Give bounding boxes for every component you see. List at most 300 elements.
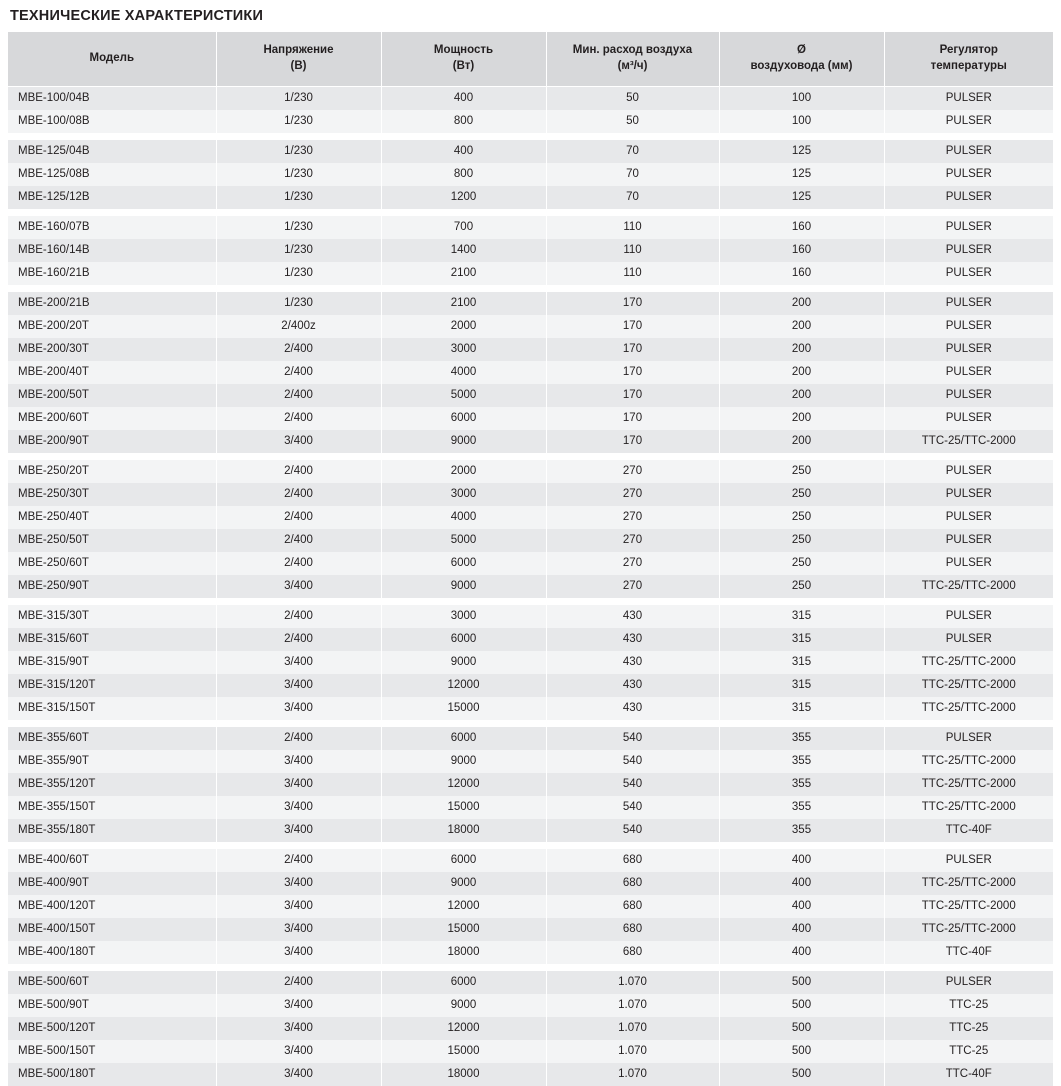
- cell-duct-diameter: 200: [719, 315, 884, 338]
- cell-duct-diameter: 250: [719, 529, 884, 552]
- cell-voltage: 3/400: [216, 697, 381, 720]
- cell-temperature-regulator: PULSER: [884, 186, 1053, 209]
- table-group-separator-cell: [8, 598, 216, 605]
- cell-duct-diameter: 200: [719, 361, 884, 384]
- cell-temperature-regulator: PULSER: [884, 605, 1053, 628]
- table-row: [8, 819, 1053, 842]
- cell-model: MBE-100/08B: [8, 110, 216, 133]
- table-row: [8, 430, 1053, 453]
- table-row: [8, 628, 1053, 651]
- table-row: [8, 697, 1053, 720]
- cell-voltage: 3/400: [216, 430, 381, 453]
- cell-power: 1200: [381, 186, 546, 209]
- table-group-separator-cell: [381, 133, 546, 140]
- cell-power: 15000: [381, 918, 546, 941]
- cell-temperature-regulator: PULSER: [884, 110, 1053, 133]
- table-row: [8, 186, 1053, 209]
- cell-model: MBE-355/180T: [8, 819, 216, 842]
- table-row: [8, 1040, 1053, 1063]
- cell-airflow: 1.070: [546, 994, 719, 1017]
- cell-airflow: 170: [546, 315, 719, 338]
- table-group-separator-cell: [719, 720, 884, 727]
- column-header-airflow-line1: Мин. расход воздуха: [573, 44, 692, 56]
- table-row: [8, 605, 1053, 628]
- cell-model: MBE-500/150T: [8, 1040, 216, 1063]
- cell-model: MBE-200/20T: [8, 315, 216, 338]
- cell-voltage: 3/400: [216, 895, 381, 918]
- cell-duct-diameter: 500: [719, 1063, 884, 1086]
- cell-airflow: 170: [546, 292, 719, 315]
- cell-voltage: 2/400: [216, 338, 381, 361]
- cell-duct-diameter: 400: [719, 872, 884, 895]
- table-group-separator-cell: [884, 453, 1053, 460]
- cell-voltage: 1/230: [216, 163, 381, 186]
- cell-duct-diameter: 315: [719, 628, 884, 651]
- table-group-separator-cell: [884, 209, 1053, 216]
- cell-voltage: 3/400: [216, 819, 381, 842]
- cell-airflow: 110: [546, 262, 719, 285]
- cell-model: MBE-400/180T: [8, 941, 216, 964]
- cell-power: 5000: [381, 384, 546, 407]
- cell-airflow: 270: [546, 483, 719, 506]
- cell-temperature-regulator: TTC-25/TTC-2000: [884, 872, 1053, 895]
- cell-airflow: 70: [546, 163, 719, 186]
- table-body: [8, 87, 1053, 1086]
- cell-airflow: 110: [546, 216, 719, 239]
- cell-voltage: 3/400: [216, 1063, 381, 1086]
- table-row: [8, 918, 1053, 941]
- table-row: [8, 460, 1053, 483]
- cell-airflow: 680: [546, 895, 719, 918]
- cell-power: 15000: [381, 1040, 546, 1063]
- cell-voltage: 2/400: [216, 628, 381, 651]
- cell-voltage: 3/400: [216, 1040, 381, 1063]
- cell-voltage: 3/400: [216, 941, 381, 964]
- cell-duct-diameter: 400: [719, 918, 884, 941]
- column-header-model-line1: Модель: [89, 52, 134, 64]
- cell-voltage: 3/400: [216, 575, 381, 598]
- column-header-temperature-regulator-line2: температуры: [889, 59, 1050, 75]
- cell-voltage: 2/400: [216, 407, 381, 430]
- cell-temperature-regulator: PULSER: [884, 361, 1053, 384]
- table-group-separator-cell: [381, 453, 546, 460]
- cell-duct-diameter: 355: [719, 727, 884, 750]
- cell-power: 2000: [381, 315, 546, 338]
- table-row: [8, 140, 1053, 163]
- cell-temperature-regulator: PULSER: [884, 628, 1053, 651]
- cell-power: 3000: [381, 338, 546, 361]
- table-group-separator-cell: [8, 842, 216, 849]
- table-row: [8, 895, 1053, 918]
- cell-voltage: 1/230: [216, 110, 381, 133]
- table-group-separator-cell: [381, 720, 546, 727]
- cell-duct-diameter: 500: [719, 1040, 884, 1063]
- cell-voltage: 1/230: [216, 140, 381, 163]
- table-row: [8, 796, 1053, 819]
- table-group-separator-cell: [8, 285, 216, 292]
- cell-temperature-regulator: PULSER: [884, 460, 1053, 483]
- cell-duct-diameter: 125: [719, 163, 884, 186]
- cell-model: MBE-500/120T: [8, 1017, 216, 1040]
- cell-airflow: 170: [546, 338, 719, 361]
- table-group-separator-cell: [546, 453, 719, 460]
- cell-voltage: 3/400: [216, 773, 381, 796]
- cell-model: MBE-250/90T: [8, 575, 216, 598]
- table-group-separator-cell: [884, 285, 1053, 292]
- cell-power: 400: [381, 87, 546, 111]
- cell-duct-diameter: 355: [719, 750, 884, 773]
- cell-temperature-regulator: TTC-25/TTC-2000: [884, 697, 1053, 720]
- cell-model: MBE-200/90T: [8, 430, 216, 453]
- cell-power: 9000: [381, 651, 546, 674]
- cell-duct-diameter: 160: [719, 239, 884, 262]
- table-group-separator: [8, 209, 1053, 216]
- table-group-separator-cell: [719, 133, 884, 140]
- cell-voltage: 2/400: [216, 727, 381, 750]
- cell-duct-diameter: 125: [719, 140, 884, 163]
- cell-model: MBE-315/150T: [8, 697, 216, 720]
- table-group-separator: [8, 285, 1053, 292]
- cell-duct-diameter: 250: [719, 506, 884, 529]
- cell-airflow: 270: [546, 460, 719, 483]
- cell-airflow: 430: [546, 605, 719, 628]
- cell-duct-diameter: 315: [719, 674, 884, 697]
- cell-airflow: 50: [546, 87, 719, 111]
- cell-power: 9000: [381, 750, 546, 773]
- table-group-separator-cell: [884, 842, 1053, 849]
- table-header: [8, 32, 1053, 87]
- cell-power: 12000: [381, 773, 546, 796]
- cell-airflow: 70: [546, 186, 719, 209]
- cell-temperature-regulator: PULSER: [884, 727, 1053, 750]
- table-row: [8, 361, 1053, 384]
- column-header-power-line2: (Вт): [386, 59, 542, 75]
- table-group-separator-cell: [216, 453, 381, 460]
- cell-temperature-regulator: TTC-25/TTC-2000: [884, 651, 1053, 674]
- column-header-airflow-line2: (м³/ч): [551, 59, 715, 75]
- cell-model: MBE-250/40T: [8, 506, 216, 529]
- cell-airflow: 1.070: [546, 971, 719, 994]
- cell-voltage: 1/230: [216, 216, 381, 239]
- cell-power: 6000: [381, 552, 546, 575]
- cell-power: 400: [381, 140, 546, 163]
- cell-temperature-regulator: PULSER: [884, 140, 1053, 163]
- table-row: [8, 292, 1053, 315]
- table-row: [8, 483, 1053, 506]
- cell-temperature-regulator: TTC-25/TTC-2000: [884, 430, 1053, 453]
- cell-temperature-regulator: TTC-25: [884, 1040, 1053, 1063]
- table-group-separator-cell: [381, 598, 546, 605]
- cell-temperature-regulator: PULSER: [884, 971, 1053, 994]
- cell-temperature-regulator: PULSER: [884, 216, 1053, 239]
- cell-power: 800: [381, 163, 546, 186]
- cell-airflow: 110: [546, 239, 719, 262]
- cell-voltage: 2/400: [216, 483, 381, 506]
- table-group-separator-cell: [216, 285, 381, 292]
- table-row: [8, 87, 1053, 111]
- cell-power: 1400: [381, 239, 546, 262]
- cell-temperature-regulator: PULSER: [884, 163, 1053, 186]
- cell-voltage: 2/400: [216, 605, 381, 628]
- cell-model: MBE-160/07B: [8, 216, 216, 239]
- column-header-duct-diameter-line2: воздуховода (мм): [724, 59, 880, 75]
- cell-model: MBE-160/14B: [8, 239, 216, 262]
- cell-model: MBE-200/50T: [8, 384, 216, 407]
- cell-power: 12000: [381, 1017, 546, 1040]
- cell-airflow: 1.070: [546, 1063, 719, 1086]
- cell-temperature-regulator: TTC-25/TTC-2000: [884, 918, 1053, 941]
- cell-airflow: 70: [546, 140, 719, 163]
- table-group-separator-cell: [546, 209, 719, 216]
- cell-model: MBE-200/30T: [8, 338, 216, 361]
- cell-model: MBE-400/90T: [8, 872, 216, 895]
- table-row: [8, 552, 1053, 575]
- table-row: [8, 338, 1053, 361]
- cell-temperature-regulator: TTC-25/TTC-2000: [884, 750, 1053, 773]
- cell-temperature-regulator: PULSER: [884, 315, 1053, 338]
- table-group-separator: [8, 964, 1053, 971]
- cell-duct-diameter: 315: [719, 697, 884, 720]
- cell-airflow: 270: [546, 529, 719, 552]
- cell-voltage: 2/400: [216, 384, 381, 407]
- cell-power: 2100: [381, 262, 546, 285]
- cell-model: MBE-250/30T: [8, 483, 216, 506]
- cell-voltage: 2/400: [216, 849, 381, 872]
- cell-model: MBE-400/60T: [8, 849, 216, 872]
- table-row: [8, 262, 1053, 285]
- table-row: [8, 529, 1053, 552]
- cell-duct-diameter: 200: [719, 292, 884, 315]
- cell-voltage: 3/400: [216, 796, 381, 819]
- cell-model: MBE-355/90T: [8, 750, 216, 773]
- cell-model: MBE-200/21B: [8, 292, 216, 315]
- cell-power: 18000: [381, 1063, 546, 1086]
- cell-voltage: 3/400: [216, 651, 381, 674]
- cell-duct-diameter: 250: [719, 575, 884, 598]
- cell-voltage: 3/400: [216, 872, 381, 895]
- table-row: [8, 750, 1053, 773]
- table-row: [8, 163, 1053, 186]
- column-header-power-line1: Мощность: [434, 44, 493, 56]
- cell-model: MBE-400/120T: [8, 895, 216, 918]
- cell-power: 4000: [381, 361, 546, 384]
- cell-voltage: 2/400: [216, 460, 381, 483]
- table-group-separator-cell: [381, 964, 546, 971]
- cell-voltage: 2/400: [216, 971, 381, 994]
- table-group-separator-cell: [546, 133, 719, 140]
- table-group-separator-cell: [884, 964, 1053, 971]
- table-group-separator-cell: [719, 285, 884, 292]
- table-group-separator: [8, 598, 1053, 605]
- cell-temperature-regulator: TTC-40F: [884, 941, 1053, 964]
- cell-temperature-regulator: TTC-25/TTC-2000: [884, 575, 1053, 598]
- table-row: [8, 407, 1053, 430]
- cell-model: MBE-315/60T: [8, 628, 216, 651]
- cell-airflow: 540: [546, 750, 719, 773]
- cell-power: 5000: [381, 529, 546, 552]
- cell-power: 12000: [381, 674, 546, 697]
- cell-model: MBE-200/60T: [8, 407, 216, 430]
- cell-airflow: 430: [546, 674, 719, 697]
- cell-duct-diameter: 355: [719, 773, 884, 796]
- table-group-separator-cell: [8, 720, 216, 727]
- cell-airflow: 680: [546, 849, 719, 872]
- cell-power: 15000: [381, 796, 546, 819]
- table-group-separator-cell: [216, 720, 381, 727]
- cell-airflow: 170: [546, 430, 719, 453]
- cell-duct-diameter: 250: [719, 460, 884, 483]
- cell-duct-diameter: 200: [719, 407, 884, 430]
- cell-duct-diameter: 160: [719, 262, 884, 285]
- cell-airflow: 170: [546, 384, 719, 407]
- specifications-table: [8, 32, 1054, 1086]
- table-group-separator-cell: [546, 285, 719, 292]
- cell-model: MBE-500/60T: [8, 971, 216, 994]
- cell-airflow: 540: [546, 796, 719, 819]
- table-row: [8, 849, 1053, 872]
- cell-voltage: 3/400: [216, 994, 381, 1017]
- cell-voltage: 3/400: [216, 1017, 381, 1040]
- cell-model: MBE-200/40T: [8, 361, 216, 384]
- table-group-separator-cell: [216, 133, 381, 140]
- cell-duct-diameter: 250: [719, 552, 884, 575]
- cell-temperature-regulator: TTC-25: [884, 994, 1053, 1017]
- table-group-separator-cell: [719, 964, 884, 971]
- cell-power: 6000: [381, 971, 546, 994]
- cell-voltage: 1/230: [216, 292, 381, 315]
- cell-voltage: 1/230: [216, 87, 381, 111]
- cell-power: 6000: [381, 727, 546, 750]
- cell-power: 800: [381, 110, 546, 133]
- cell-duct-diameter: 500: [719, 1017, 884, 1040]
- cell-duct-diameter: 100: [719, 87, 884, 111]
- table-group-separator-cell: [216, 598, 381, 605]
- column-header-duct-diameter-line1: Ø: [797, 44, 806, 56]
- cell-model: MBE-100/04B: [8, 87, 216, 111]
- table-group-separator-cell: [216, 209, 381, 216]
- cell-duct-diameter: 200: [719, 384, 884, 407]
- column-header-temperature-regulator: [884, 32, 1053, 87]
- cell-temperature-regulator: TTC-40F: [884, 1063, 1053, 1086]
- cell-airflow: 270: [546, 552, 719, 575]
- column-header-voltage: [216, 32, 381, 87]
- cell-duct-diameter: 200: [719, 338, 884, 361]
- cell-power: 2100: [381, 292, 546, 315]
- cell-duct-diameter: 355: [719, 819, 884, 842]
- cell-temperature-regulator: TTC-40F: [884, 819, 1053, 842]
- cell-voltage: 3/400: [216, 674, 381, 697]
- table-group-separator-cell: [546, 842, 719, 849]
- cell-power: 12000: [381, 895, 546, 918]
- table-row: [8, 506, 1053, 529]
- table-group-separator: [8, 133, 1053, 140]
- cell-airflow: 430: [546, 697, 719, 720]
- cell-temperature-regulator: PULSER: [884, 483, 1053, 506]
- cell-voltage: 1/230: [216, 186, 381, 209]
- cell-duct-diameter: 200: [719, 430, 884, 453]
- table-row: [8, 216, 1053, 239]
- cell-temperature-regulator: TTC-25/TTC-2000: [884, 773, 1053, 796]
- table-group-separator-cell: [719, 842, 884, 849]
- cell-temperature-regulator: PULSER: [884, 529, 1053, 552]
- table-group-separator-cell: [8, 209, 216, 216]
- cell-voltage: 3/400: [216, 750, 381, 773]
- cell-power: 2000: [381, 460, 546, 483]
- cell-power: 3000: [381, 605, 546, 628]
- cell-model: MBE-250/60T: [8, 552, 216, 575]
- table-group-separator: [8, 842, 1053, 849]
- cell-airflow: 1.070: [546, 1040, 719, 1063]
- table-row: [8, 384, 1053, 407]
- cell-power: 18000: [381, 819, 546, 842]
- cell-model: MBE-160/21B: [8, 262, 216, 285]
- table-group-separator-cell: [719, 598, 884, 605]
- column-header-voltage-line2: (В): [221, 59, 377, 75]
- cell-temperature-regulator: TTC-25: [884, 1017, 1053, 1040]
- table-group-separator-cell: [719, 209, 884, 216]
- cell-temperature-regulator: PULSER: [884, 407, 1053, 430]
- cell-power: 15000: [381, 697, 546, 720]
- cell-temperature-regulator: TTC-25/TTC-2000: [884, 895, 1053, 918]
- cell-temperature-regulator: PULSER: [884, 384, 1053, 407]
- table-row: [8, 1017, 1053, 1040]
- cell-duct-diameter: 500: [719, 994, 884, 1017]
- table-group-separator-cell: [8, 964, 216, 971]
- table-row: [8, 674, 1053, 697]
- table-row: [8, 727, 1053, 750]
- cell-power: 18000: [381, 941, 546, 964]
- cell-power: 4000: [381, 506, 546, 529]
- cell-voltage: 3/400: [216, 918, 381, 941]
- cell-airflow: 680: [546, 918, 719, 941]
- table-group-separator-cell: [381, 209, 546, 216]
- cell-power: 700: [381, 216, 546, 239]
- cell-voltage: 2/400: [216, 361, 381, 384]
- column-header-model: [8, 32, 216, 87]
- column-header-voltage-line1: Напряжение: [263, 44, 333, 56]
- cell-airflow: 680: [546, 872, 719, 895]
- cell-temperature-regulator: PULSER: [884, 262, 1053, 285]
- cell-airflow: 540: [546, 773, 719, 796]
- table-group-separator-cell: [719, 453, 884, 460]
- table-row: [8, 1063, 1053, 1086]
- cell-airflow: 540: [546, 819, 719, 842]
- cell-model: MBE-125/08B: [8, 163, 216, 186]
- cell-model: MBE-315/90T: [8, 651, 216, 674]
- table-group-separator: [8, 453, 1053, 460]
- cell-power: 9000: [381, 430, 546, 453]
- table-group-separator-cell: [546, 964, 719, 971]
- cell-temperature-regulator: PULSER: [884, 849, 1053, 872]
- cell-voltage: 2/400z: [216, 315, 381, 338]
- table-group-separator-cell: [884, 720, 1053, 727]
- table-group-separator-cell: [216, 842, 381, 849]
- cell-temperature-regulator: PULSER: [884, 239, 1053, 262]
- cell-temperature-regulator: PULSER: [884, 292, 1053, 315]
- cell-duct-diameter: 125: [719, 186, 884, 209]
- cell-duct-diameter: 315: [719, 651, 884, 674]
- cell-model: MBE-315/120T: [8, 674, 216, 697]
- table-group-separator-cell: [884, 598, 1053, 605]
- cell-power: 6000: [381, 849, 546, 872]
- cell-airflow: 50: [546, 110, 719, 133]
- cell-power: 6000: [381, 407, 546, 430]
- column-header-temperature-regulator-line1: Регулятор: [940, 44, 998, 56]
- column-header-power: [381, 32, 546, 87]
- cell-model: MBE-355/150T: [8, 796, 216, 819]
- table-group-separator-cell: [546, 720, 719, 727]
- cell-model: MBE-400/150T: [8, 918, 216, 941]
